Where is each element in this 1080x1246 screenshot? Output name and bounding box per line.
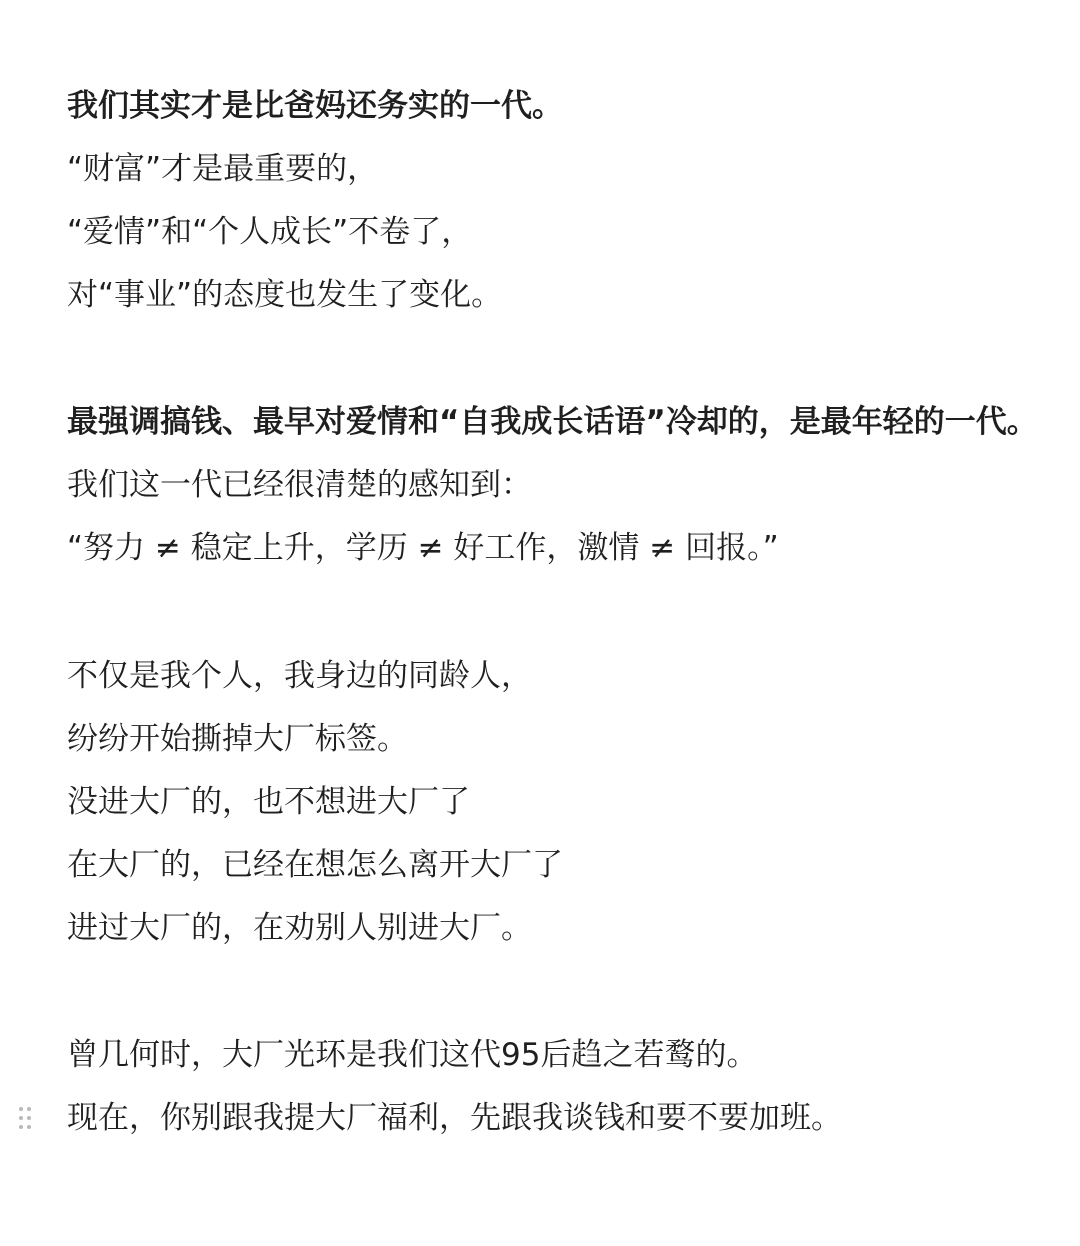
drag-handle-icon[interactable] <box>17 1106 33 1132</box>
paragraph-line: 曾几何时，大厂光环是我们这代95后趋之若鹜的。 <box>67 1037 758 1073</box>
paragraph-line: 对“事业”的态度也发生了变化。 <box>67 277 503 313</box>
paragraph-line: 纷纷开始撕掉大厂标签。 <box>67 721 408 757</box>
paragraph-line: 进过大厂的，在劝别人别进大厂。 <box>67 910 532 946</box>
paragraph-line: 在大厂的，已经在想怎么离开大厂了 <box>67 847 563 883</box>
paragraph-line: 我们这一代已经很清楚的感知到： <box>67 467 532 503</box>
paragraph-line: 最强调搞钱、最早对爱情和“自我成长话语”冷却的，是最年轻的一代。 <box>67 404 1038 440</box>
paragraph-line: 不仅是我个人，我身边的同龄人， <box>67 658 532 694</box>
paragraph-line: “财富”才是最重要的， <box>67 151 379 187</box>
paragraph-line: 没进大厂的，也不想进大厂了 <box>67 784 470 820</box>
paragraph-line: “努力 ≠ 稳定上升，学历 ≠ 好工作，激情 ≠ 回报。” <box>67 530 779 566</box>
paragraph-line: 现在，你别跟我提大厂福利，先跟我谈钱和要不要加班。 <box>67 1100 842 1136</box>
paragraph-line: 我们其实才是比爸妈还务实的一代。 <box>67 88 563 124</box>
paragraph-line: “爱情”和“个人成长”不卷了， <box>67 214 473 250</box>
